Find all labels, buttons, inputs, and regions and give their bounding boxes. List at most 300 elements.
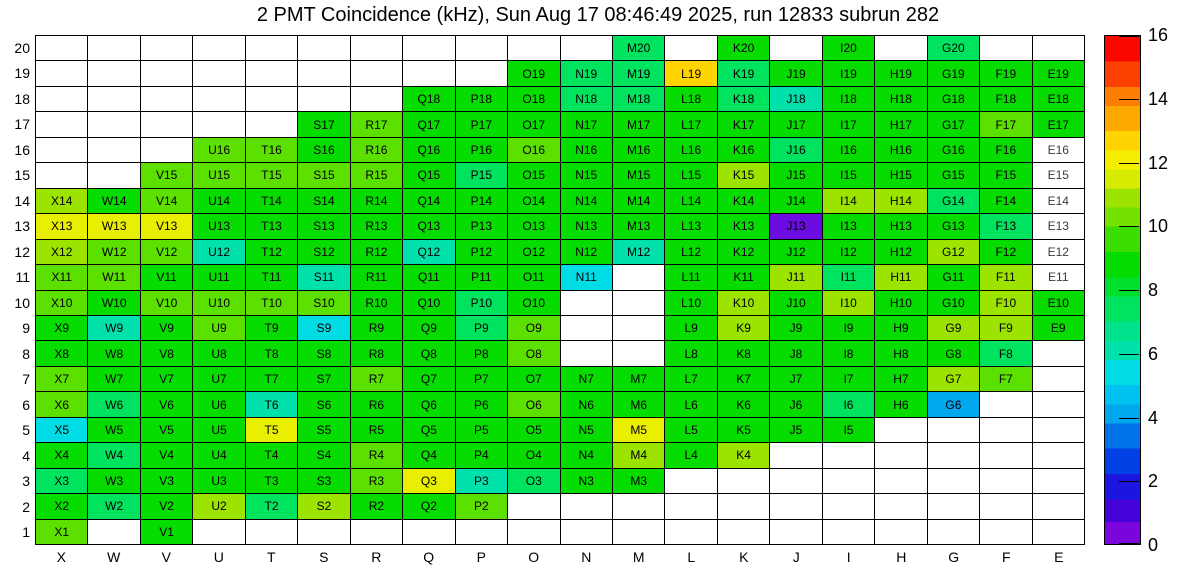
heatmap-cell: V12 xyxy=(141,240,192,264)
heatmap-cell: M17 xyxy=(613,112,664,136)
heatmap-cell: E16 xyxy=(1033,138,1084,162)
heatmap-cell xyxy=(875,418,926,442)
heatmap-cell: I13 xyxy=(823,214,874,238)
heatmap-cell: U15 xyxy=(193,163,244,187)
heatmap-cell: S11 xyxy=(298,265,349,289)
heatmap-cell: R7 xyxy=(351,367,402,391)
heatmap-cell xyxy=(141,61,192,85)
heatmap-cell: R11 xyxy=(351,265,402,289)
heatmap-cell: S9 xyxy=(298,316,349,340)
heatmap-cell: T12 xyxy=(246,240,297,264)
heatmap-cell: U11 xyxy=(193,265,244,289)
y-axis-tick-label: 16 xyxy=(14,141,30,158)
heatmap-cell xyxy=(928,418,979,442)
heatmap-cell: O14 xyxy=(508,189,559,213)
heatmap-cell: U9 xyxy=(193,316,244,340)
heatmap-cell: J6 xyxy=(770,392,821,416)
heatmap-cell: Q6 xyxy=(403,392,454,416)
heatmap-cell: U12 xyxy=(193,240,244,264)
heatmap-cell xyxy=(246,87,297,111)
heatmap-cell: P12 xyxy=(456,240,507,264)
heatmap-cell: F15 xyxy=(980,163,1031,187)
heatmap-cell: X1 xyxy=(36,520,87,544)
heatmap-cell: K5 xyxy=(718,418,769,442)
heatmap-cell xyxy=(770,469,821,493)
heatmap-cell xyxy=(613,341,664,365)
y-axis-tick-label: 17 xyxy=(14,116,30,133)
heatmap-cell: L16 xyxy=(665,138,716,162)
heatmap-cell: T9 xyxy=(246,316,297,340)
x-axis-tick-label: X xyxy=(56,549,66,565)
heatmap-cell: R10 xyxy=(351,291,402,315)
heatmap-cell: Q7 xyxy=(403,367,454,391)
heatmap-cell xyxy=(88,520,139,544)
heatmap-cell: O17 xyxy=(508,112,559,136)
heatmap-cell: I15 xyxy=(823,163,874,187)
heatmap-cell: E18 xyxy=(1033,87,1084,111)
heatmap-cell: G6 xyxy=(928,392,979,416)
heatmap-cell: O19 xyxy=(508,61,559,85)
heatmap-cell: X13 xyxy=(36,214,87,238)
heatmap-cell: I10 xyxy=(823,291,874,315)
heatmap-cell xyxy=(88,61,139,85)
heatmap-cell: X8 xyxy=(36,341,87,365)
heatmap-cell xyxy=(665,36,716,60)
heatmap-cell: W8 xyxy=(88,341,139,365)
heatmap-cell: R16 xyxy=(351,138,402,162)
heatmap-cell: N17 xyxy=(561,112,612,136)
heatmap-cell: M7 xyxy=(613,367,664,391)
heatmap-cell xyxy=(928,469,979,493)
heatmap-cell: U7 xyxy=(193,367,244,391)
heatmap-cell xyxy=(246,112,297,136)
heatmap-cell: T3 xyxy=(246,469,297,493)
heatmap-cell xyxy=(875,36,926,60)
x-axis-tick-label: R xyxy=(371,549,382,565)
x-axis-tick-label: F xyxy=(1001,549,1011,565)
color-scale-tick-label: 2 xyxy=(1148,471,1159,492)
heatmap-cell: F11 xyxy=(980,265,1031,289)
heatmap-cell: H12 xyxy=(875,240,926,264)
heatmap-cell: X5 xyxy=(36,418,87,442)
x-axis-tick-label: L xyxy=(687,549,696,565)
heatmap-cell xyxy=(980,418,1031,442)
heatmap-cell: T16 xyxy=(246,138,297,162)
heatmap-cell: G11 xyxy=(928,265,979,289)
heatmap-cell: N15 xyxy=(561,163,612,187)
heatmap-cell: J15 xyxy=(770,163,821,187)
color-scale xyxy=(1104,35,1141,545)
heatmap-cell: K14 xyxy=(718,189,769,213)
heatmap-cell xyxy=(141,36,192,60)
heatmap-cell xyxy=(718,469,769,493)
heatmap-cell: I16 xyxy=(823,138,874,162)
heatmap-cell: P13 xyxy=(456,214,507,238)
heatmap-cell xyxy=(1033,520,1084,544)
heatmap-cell: U5 xyxy=(193,418,244,442)
heatmap-cell: U3 xyxy=(193,469,244,493)
heatmap-cell: X4 xyxy=(36,443,87,467)
heatmap-cell: J5 xyxy=(770,418,821,442)
heatmap-cell: J17 xyxy=(770,112,821,136)
heatmap-cell: T11 xyxy=(246,265,297,289)
heatmap-cell: T6 xyxy=(246,392,297,416)
heatmap-cell: N19 xyxy=(561,61,612,85)
heatmap-cell: K13 xyxy=(718,214,769,238)
x-axis-tick-label: M xyxy=(632,549,645,565)
heatmap-cell: G19 xyxy=(928,61,979,85)
heatmap-cell xyxy=(823,469,874,493)
heatmap-cell xyxy=(823,494,874,518)
heatmap-cell: N5 xyxy=(561,418,612,442)
heatmap-cell: E15 xyxy=(1033,163,1084,187)
heatmap-cell: V7 xyxy=(141,367,192,391)
heatmap-cell xyxy=(561,494,612,518)
heatmap-cell: F14 xyxy=(980,189,1031,213)
color-scale-tick xyxy=(1119,163,1139,164)
color-scale-tick xyxy=(1119,418,1139,419)
heatmap-cell: X3 xyxy=(36,469,87,493)
heatmap-cell: S2 xyxy=(298,494,349,518)
heatmap-cell xyxy=(613,291,664,315)
heatmap-cell: F12 xyxy=(980,240,1031,264)
heatmap-cell: K9 xyxy=(718,316,769,340)
heatmap-cell xyxy=(875,494,926,518)
heatmap-cell: J18 xyxy=(770,87,821,111)
heatmap-cell: G7 xyxy=(928,367,979,391)
heatmap-cell xyxy=(928,443,979,467)
x-axis-tick-label: I xyxy=(846,549,851,565)
heatmap-cell: W10 xyxy=(88,291,139,315)
heatmap-cell: N13 xyxy=(561,214,612,238)
heatmap-cell: P7 xyxy=(456,367,507,391)
heatmap-cell: N4 xyxy=(561,443,612,467)
heatmap-cell xyxy=(1033,36,1084,60)
heatmap-cell: F13 xyxy=(980,214,1031,238)
color-scale-tick-label: 12 xyxy=(1148,152,1169,173)
x-axis-tick-label: T xyxy=(266,549,276,565)
color-scale-tick xyxy=(1119,543,1139,544)
heatmap-cell: K15 xyxy=(718,163,769,187)
heatmap-cell: F18 xyxy=(980,87,1031,111)
heatmap-cell: K16 xyxy=(718,138,769,162)
heatmap-cell: X11 xyxy=(36,265,87,289)
heatmap-cell: R14 xyxy=(351,189,402,213)
heatmap-cell: Q2 xyxy=(403,494,454,518)
heatmap-cell xyxy=(88,36,139,60)
heatmap-cell: V8 xyxy=(141,341,192,365)
y-axis-tick-label: 9 xyxy=(22,320,30,337)
x-axis-tick-label: G xyxy=(948,549,960,565)
x-axis-tick-label: O xyxy=(528,549,540,565)
heatmap-cell xyxy=(246,36,297,60)
heatmap-cell: E10 xyxy=(1033,291,1084,315)
heatmap-cell: G13 xyxy=(928,214,979,238)
heatmap-cell: S4 xyxy=(298,443,349,467)
heatmap-cell: T2 xyxy=(246,494,297,518)
heatmap-cell: T7 xyxy=(246,367,297,391)
heatmap-cell: I5 xyxy=(823,418,874,442)
heatmap-cell xyxy=(770,520,821,544)
heatmap-cell: N16 xyxy=(561,138,612,162)
heatmap-cell: S7 xyxy=(298,367,349,391)
heatmap-cell: S16 xyxy=(298,138,349,162)
heatmap-cell: T8 xyxy=(246,341,297,365)
heatmap-cell: J10 xyxy=(770,291,821,315)
heatmap-cell: R5 xyxy=(351,418,402,442)
heatmap-cell: M18 xyxy=(613,87,664,111)
heatmap-cell: N12 xyxy=(561,240,612,264)
heatmap-cell xyxy=(193,520,244,544)
heatmap-cell: J9 xyxy=(770,316,821,340)
heatmap-cell xyxy=(1033,418,1084,442)
heatmap-cell: L15 xyxy=(665,163,716,187)
heatmap-cell: Q5 xyxy=(403,418,454,442)
heatmap-cell xyxy=(980,36,1031,60)
heatmap-cell: S5 xyxy=(298,418,349,442)
heatmap-cell: M12 xyxy=(613,240,664,264)
heatmap-cell xyxy=(193,36,244,60)
heatmap-cell: I14 xyxy=(823,189,874,213)
y-axis-tick-label: 10 xyxy=(14,294,30,311)
heatmap-cell: H19 xyxy=(875,61,926,85)
heatmap-cell xyxy=(36,61,87,85)
heatmap-cell: O8 xyxy=(508,341,559,365)
heatmap-cell: N6 xyxy=(561,392,612,416)
heatmap-cell: H17 xyxy=(875,112,926,136)
x-axis-tick-label: J xyxy=(792,549,800,565)
heatmap-cell xyxy=(88,112,139,136)
heatmap-cell: K6 xyxy=(718,392,769,416)
heatmap-cell xyxy=(403,61,454,85)
heatmap-cell: U2 xyxy=(193,494,244,518)
y-axis-tick-label: 14 xyxy=(14,192,30,209)
heatmap-cell: G17 xyxy=(928,112,979,136)
heatmap-cell: I20 xyxy=(823,36,874,60)
heatmap-cell: M14 xyxy=(613,189,664,213)
color-scale-tick xyxy=(1119,99,1139,100)
heatmap-cell xyxy=(193,112,244,136)
heatmap-cell: J16 xyxy=(770,138,821,162)
heatmap-cell xyxy=(823,520,874,544)
x-axis-tick-label: E xyxy=(1054,549,1064,565)
heatmap-cell xyxy=(1033,469,1084,493)
heatmap-cell xyxy=(298,520,349,544)
heatmap-cell: H18 xyxy=(875,87,926,111)
heatmap-cell: I7 xyxy=(823,367,874,391)
heatmap-cell: G14 xyxy=(928,189,979,213)
heatmap-cell: R8 xyxy=(351,341,402,365)
color-scale-tick xyxy=(1119,36,1139,37)
heatmap-cell xyxy=(246,520,297,544)
heatmap-cell: X2 xyxy=(36,494,87,518)
heatmap-cell: H15 xyxy=(875,163,926,187)
heatmap-cell: O7 xyxy=(508,367,559,391)
heatmap-cell: U13 xyxy=(193,214,244,238)
heatmap-cell: W4 xyxy=(88,443,139,467)
heatmap-cell: L19 xyxy=(665,61,716,85)
heatmap-cell xyxy=(403,520,454,544)
x-axis-tick-label: V xyxy=(161,549,171,565)
heatmap-cell: Q14 xyxy=(403,189,454,213)
heatmap-cell xyxy=(718,494,769,518)
heatmap-cell: P14 xyxy=(456,189,507,213)
y-axis-tick-label: 18 xyxy=(14,90,30,107)
heatmap-cell: S8 xyxy=(298,341,349,365)
heatmap-cell: R13 xyxy=(351,214,402,238)
heatmap-cell: J19 xyxy=(770,61,821,85)
heatmap-cell xyxy=(193,87,244,111)
heatmap-cell xyxy=(613,520,664,544)
heatmap-cell: E12 xyxy=(1033,240,1084,264)
heatmap-cell xyxy=(298,36,349,60)
heatmap-cell: V10 xyxy=(141,291,192,315)
heatmap-cell xyxy=(980,494,1031,518)
heatmap-cell: G16 xyxy=(928,138,979,162)
heatmap-cell xyxy=(665,494,716,518)
heatmap-cell: Q8 xyxy=(403,341,454,365)
heatmap-cell: I11 xyxy=(823,265,874,289)
heatmap-cell: S17 xyxy=(298,112,349,136)
heatmap-cell: Q13 xyxy=(403,214,454,238)
heatmap-cell: X12 xyxy=(36,240,87,264)
heatmap-cell: M5 xyxy=(613,418,664,442)
heatmap-cell: K20 xyxy=(718,36,769,60)
heatmap-cell: F9 xyxy=(980,316,1031,340)
heatmap-cell: J13 xyxy=(770,214,821,238)
heatmap-cell: W2 xyxy=(88,494,139,518)
heatmap-cell: O11 xyxy=(508,265,559,289)
heatmap-cell: O5 xyxy=(508,418,559,442)
y-axis-tick-label: 11 xyxy=(15,269,30,286)
heatmap-cell: L9 xyxy=(665,316,716,340)
heatmap-cell: V5 xyxy=(141,418,192,442)
color-scale-tick xyxy=(1119,354,1139,355)
heatmap-cell: P15 xyxy=(456,163,507,187)
x-axis-tick-label: U xyxy=(213,549,224,565)
heatmap-cell xyxy=(36,36,87,60)
heatmap-cell xyxy=(980,469,1031,493)
heatmap-cell: S14 xyxy=(298,189,349,213)
heatmap-cell: O9 xyxy=(508,316,559,340)
heatmap-cell: R3 xyxy=(351,469,402,493)
heatmap-cell: E9 xyxy=(1033,316,1084,340)
heatmap-cell xyxy=(928,520,979,544)
heatmap-cell: M4 xyxy=(613,443,664,467)
heatmap-cell: F16 xyxy=(980,138,1031,162)
y-axis-tick-label: 7 xyxy=(22,371,30,388)
y-axis-tick-label: 19 xyxy=(14,65,30,82)
heatmap-cell: O15 xyxy=(508,163,559,187)
heatmap-cell xyxy=(246,61,297,85)
heatmap-cell: V11 xyxy=(141,265,192,289)
heatmap-cell: R12 xyxy=(351,240,402,264)
heatmap-cell: V14 xyxy=(141,189,192,213)
heatmap-cell: G15 xyxy=(928,163,979,187)
heatmap-cell: Q10 xyxy=(403,291,454,315)
heatmap-cell: L10 xyxy=(665,291,716,315)
y-axis-tick-label: 13 xyxy=(14,218,30,235)
heatmap-cell: E17 xyxy=(1033,112,1084,136)
heatmap-cell xyxy=(298,87,349,111)
heatmap-cell xyxy=(508,520,559,544)
heatmap-cell: G10 xyxy=(928,291,979,315)
heatmap-cell: W7 xyxy=(88,367,139,391)
heatmap-cell: Q17 xyxy=(403,112,454,136)
heatmap-cell: O10 xyxy=(508,291,559,315)
heatmap-cell: P6 xyxy=(456,392,507,416)
heatmap-cell: H13 xyxy=(875,214,926,238)
heatmap-cell: M13 xyxy=(613,214,664,238)
heatmap-cell: P18 xyxy=(456,87,507,111)
heatmap-cell: R6 xyxy=(351,392,402,416)
heatmap-cell: W11 xyxy=(88,265,139,289)
heatmap-cell: T5 xyxy=(246,418,297,442)
heatmap-cell: P8 xyxy=(456,341,507,365)
heatmap-cell: U6 xyxy=(193,392,244,416)
heatmap-cell: O3 xyxy=(508,469,559,493)
color-scale-tick-label: 10 xyxy=(1148,216,1169,237)
heatmap-cell xyxy=(1033,392,1084,416)
heatmap-cell: L4 xyxy=(665,443,716,467)
heatmap-cell xyxy=(665,469,716,493)
heatmap-cell: P9 xyxy=(456,316,507,340)
heatmap-cell: U10 xyxy=(193,291,244,315)
heatmap-cell: W13 xyxy=(88,214,139,238)
heatmap-cell xyxy=(141,112,192,136)
heatmap-cell: T13 xyxy=(246,214,297,238)
heatmap-cell xyxy=(1033,443,1084,467)
heatmap-cell: O12 xyxy=(508,240,559,264)
heatmap-cell: Q9 xyxy=(403,316,454,340)
x-axis-tick-label: S xyxy=(319,549,329,565)
heatmap-cell: T4 xyxy=(246,443,297,467)
heatmap-cell xyxy=(1033,367,1084,391)
heatmap-cell xyxy=(561,341,612,365)
heatmap-cell: I18 xyxy=(823,87,874,111)
heatmap-cell: L7 xyxy=(665,367,716,391)
y-axis-tick-label: 6 xyxy=(22,396,30,413)
heatmap-cell: L5 xyxy=(665,418,716,442)
heatmap-cell: L13 xyxy=(665,214,716,238)
heatmap-cell: F10 xyxy=(980,291,1031,315)
heatmap-cell: W6 xyxy=(88,392,139,416)
heatmap-cell: O6 xyxy=(508,392,559,416)
heatmap-cell: N7 xyxy=(561,367,612,391)
heatmap-cell xyxy=(875,520,926,544)
heatmap-grid xyxy=(35,35,1085,545)
heatmap-cell: H11 xyxy=(875,265,926,289)
y-axis-tick-label: 20 xyxy=(14,39,30,56)
heatmap-cell: L14 xyxy=(665,189,716,213)
heatmap-cell: U8 xyxy=(193,341,244,365)
heatmap-cell: S6 xyxy=(298,392,349,416)
heatmap-cell: Q12 xyxy=(403,240,454,264)
heatmap-cell: E13 xyxy=(1033,214,1084,238)
heatmap-cell: G12 xyxy=(928,240,979,264)
y-axis-tick-label: 8 xyxy=(22,345,30,362)
heatmap-cell: H16 xyxy=(875,138,926,162)
heatmap-cell: F8 xyxy=(980,341,1031,365)
heatmap-cell xyxy=(351,87,402,111)
heatmap-cell: S10 xyxy=(298,291,349,315)
y-axis-tick-label: 1 xyxy=(22,524,30,541)
heatmap-cell: P10 xyxy=(456,291,507,315)
color-scale-tick-label: 4 xyxy=(1148,407,1159,428)
heatmap-cell: E19 xyxy=(1033,61,1084,85)
heatmap-cell: K8 xyxy=(718,341,769,365)
heatmap-cell xyxy=(351,36,402,60)
